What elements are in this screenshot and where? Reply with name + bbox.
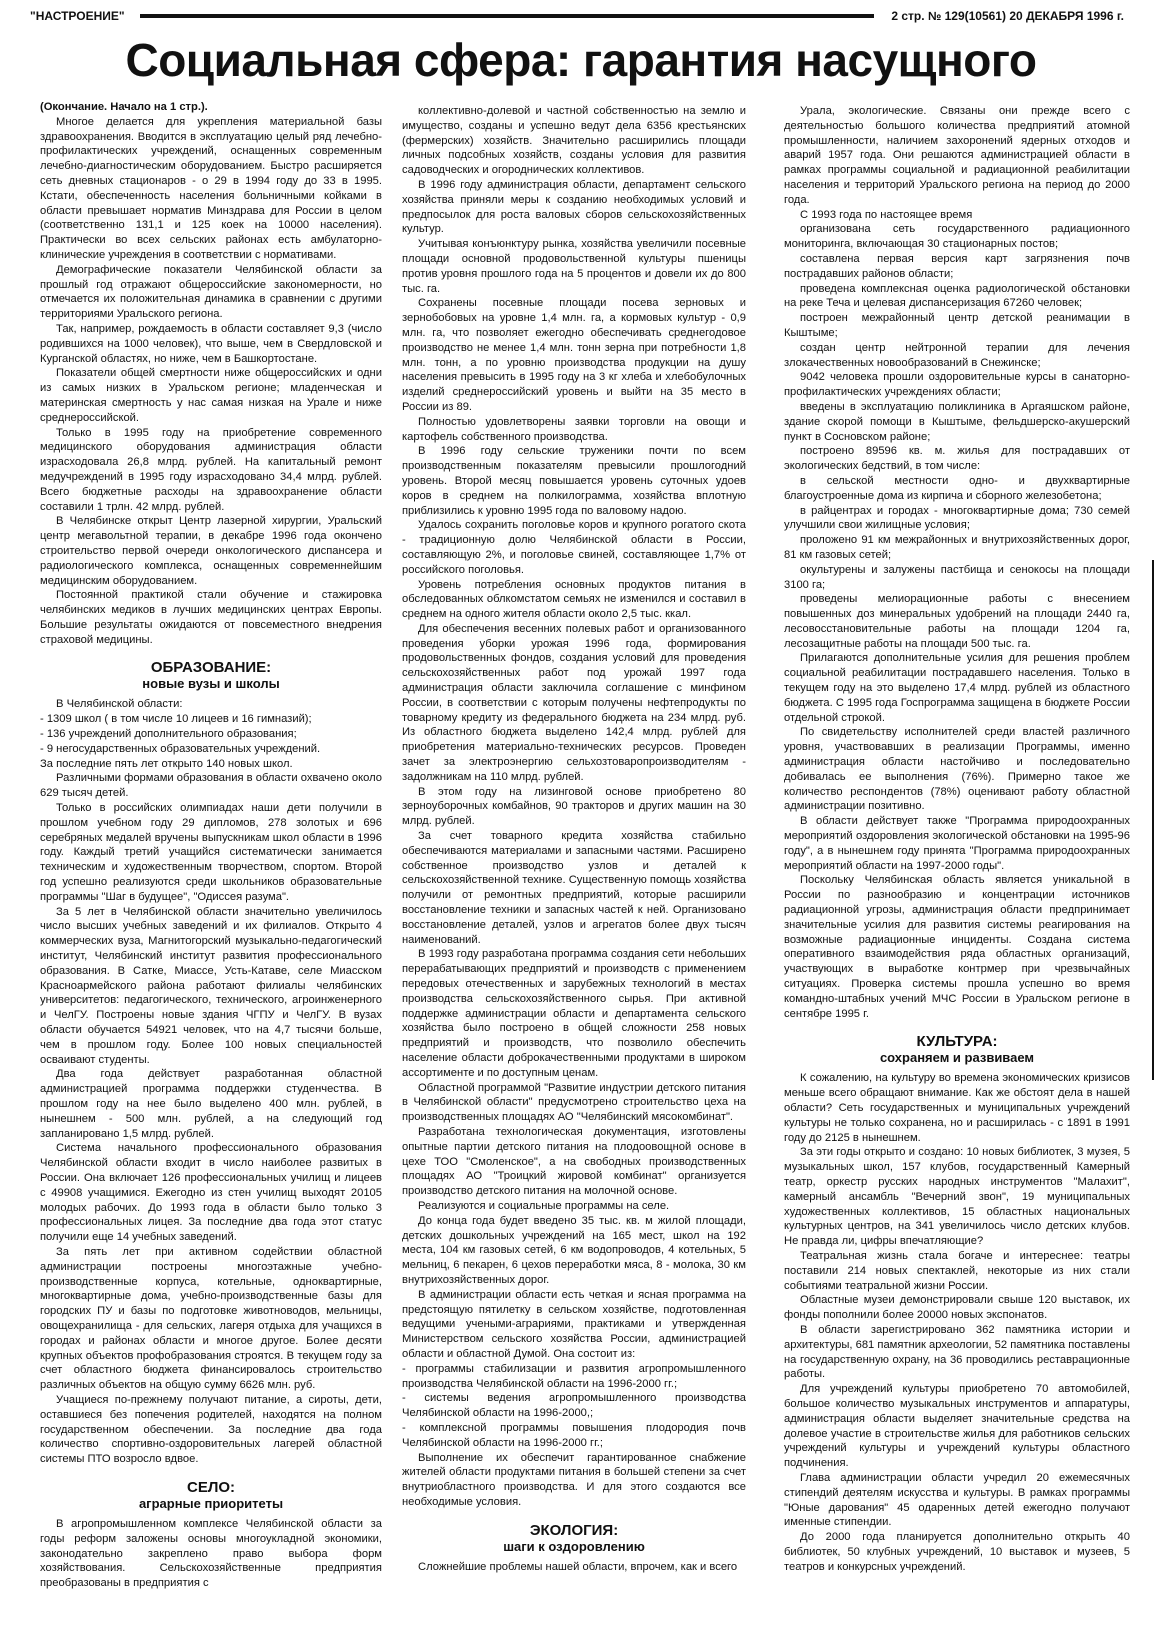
paragraph: Уровень потребления основных продуктов питания в обследованных облкомстатом семьях не изменился и составил в среднем на одного жителя области около 2,5 тыс. ккал. (402, 578, 746, 621)
paragraph: Реализуются и социальные программы на селе. (418, 1199, 670, 1212)
paragraph: Постоянной практикой стали обучение и стажировка челябинских медиков в лучших медицинских центрах Европы. Большие результаты ожидаются от повсеместного внедрения страховой медицины. (40, 589, 382, 646)
paragraph: Удалось сохранить поголовье коров и крупного рогатого скота - традиционную долю Челябинской области в России, составляющую 2%, и поголовье свиней, составляющее 1,7% от российского поголовья. (402, 519, 746, 576)
col1-paragraphs (40, 115, 382, 648)
paragraph: За эти годы открыто и создано: 10 новых библиотек, 3 музея, 5 музыкальных школ, 157 клубов, государственный Камерный театр, оркестр русских народных инструментов "Малахит", камерный ансамбль "Вечерний звон", 19 муниципальных художественных коллективов, 15 областных национальных культурных центров, на 341 увеличилось число детских клубов. Не правда ли, цифры впечатляющие? (784, 1146, 1130, 1248)
list-item: проведена комплексная оценка радиологической обстановки на реке Теча и целевая диспансеризация 67260 человек; (784, 282, 1130, 310)
paragraph: Разработана технологическая документация, изготовлены опытные партии детского питания на плодоовощной основе в цехе ТОО "Смоленское", а на свободных производственных площадях АО "Троицкий жировой комбинат" организуется производство детского питания на молочной основе. (402, 1125, 746, 1198)
paragraph: коллективно-долевой и частной собственностью на землю и имущество, созданы и успешно ведут дела 6356 крестьянских (фермерских) хозяйств. Значительно расширились площади личных подсобных хозяйств, созданы условия для развития садоводческих и огороднических коллективов. (402, 105, 746, 177)
section-title: ЭКОЛОГИЯ: (529, 1521, 619, 1539)
list-item: - комплексной программы повышения плодородия почв Челябинской области на 1996-2000 гг.; (402, 1421, 746, 1449)
paragraph: Так, например, рождаемость в области составляет 9,3 (число родившихся на 1000 человек), что выше, чем в Свердловской и Курганской областях, но ниже, чем в Башкортостане. (40, 322, 382, 365)
section-subtitle: новые вузы и школы (142, 676, 280, 692)
paragraph: За 5 лет в Челябинской области значительно увеличилось число высших учебных заведений и их филиалов. Открыто 4 коммерческих вуза, Магнитогорский музыкально-педагогический институт, Челябинский институт развития профессионального образования. В Сатке, Миассе, Усть-Катаве, селе Миасском Красноармейского района работают филиалы челябинских университетов: педагогического, технического, агроинженерного и ЧелГУ. Построены новые здания ЧГПУ и ЧелГУ. В вузах области обучается 54921 человек, что на 4,7 тысячи больше, чем в прошлом году. Более 100 новых специальностей осваивают студенты. (40, 905, 382, 1066)
list-item: - 9 негосударственных образовательных учреждений. (40, 742, 321, 755)
paragraph: За счет товарного кредита хозяйства стабильно обеспечиваются материалами и запасными частями. Расширено собственное производство узлов и деталей к сельскохозяйственной технике. Существенную помощь хозяйства получили от ремонтных предприятий, которые расширили восстановление техники и запасных частей к ней. Организовано восстановление деталей, узлов и агрегатов более двух тысяч наименований. (402, 830, 746, 946)
section-heading-ecology (402, 1522, 746, 1554)
paragraph: В агропромышленном комплексе Челябинской области за годы реформ заложены основы многоукладной экономики, законодательно закреплено право выбора форм хозяйствования. Сельскохозяйственные предприятия преобразованы в предприятия с (40, 1517, 382, 1590)
paragraph: В 1996 году администрация области, департамент сельского хозяйства приняли меры к созданию необходимых условий и предпосылок для роста валовых сборов сельскохозяйственных культур. (402, 178, 746, 236)
paragraph: За пять лет при активном содействии областной администрации построены многоэтажные учебно-производственные корпуса, котельные, одноквартирные, многоквартирные дома, учебно-производственные базы для городских ПУ и базы по подготовке животноводов, мельницы, овощехранилища - для сельских, лагеря отдыха для учащихся в городах и районах области и многое другое. Более десяти крупных объектов профобразования строятся. В текущем году за счет областного бюджета финансировалось строительство различных объектов на общую сумму 6626 млн. руб. (40, 1245, 382, 1392)
section-subtitle: аграрные приоритеты (138, 1495, 284, 1511)
section-title: ОБРАЗОВАНИЕ: (150, 659, 272, 677)
col2-paragraphs-2 (402, 1451, 746, 1510)
paragraph: Поскольку Челябинская область является уникальной в России по разнообразию и концентрации источников радиационной угрозы, администрация области предпринимает значительные усилия для развития системы реагирования на возможные радиационные инциденты. Создана система оперативного взаимодействия ряда областных организаций, участвующих в выработке контрмер при чрезвычайных ситуациях. Проверка системы прошла успешно во время командно-штабных учений МЧС России в Уральском регионе в сентябре 1995 г. (784, 874, 1130, 1020)
paragraph: Выполнение их обеспечит гарантированное снабжение жителей области продуктами питания в большей степени за счет внутриобластного производства. И для этого создаются все необходимые условия. (402, 1451, 746, 1508)
paragraph: Для обеспечения весенних полевых работ и организованного проведения уборки урожая 1996 года, формирования продовольственных фондов, создания условий для проведения сельскохозяйственных работ под урожай 1997 года администрация области заключила соглашение с минфином России, в соответствии с которым получены нефтепродукты по товарному кредиту из федерального бюджета на 234 млрд. руб. Из областного бюджета выделено 142,4 млрд. рублей для приобретения материально-технических ресурсов. Проведен зачет за электроэнергию сельхозтоваропроизводителям - задолжникам на 110 млрд. рублей. (402, 622, 746, 783)
section-subtitle: шаги к оздоровлению (503, 1538, 645, 1554)
paragraph: До 2000 года планируется дополнительно открыть 40 библиотек, 50 клубных учреждений, 10 выставок и музеев, 5 театров и конкурсных учреждений. (784, 1531, 1130, 1573)
section-heading-culture (784, 1033, 1130, 1065)
col3-paragraphs-3 (784, 1071, 1130, 1574)
paragraph: В Челябинске открыт Центр лазерной хирургии, Уральский центр мегавольтной терапии, в декабре 1996 года окончено строительство первой очереди онкологического диспансера и радиологического комплекса, оснащенных современнейшим медицинским оборудованием. (40, 515, 382, 587)
col2-paragraphs (402, 104, 746, 1362)
paragraph: Различными формами образования в области охвачено около 629 тысяч детей. (40, 772, 382, 800)
page-headline: Социальная сфера: гарантия насущного (125, 34, 1037, 86)
paragraph: Прилагаются дополнительные усилия для решения проблем социальной реабилитации пострадавшего населения. Только в текущем году на это выделено 17,4 млрд. рублей из областного бюджета. С 1995 года Госпрограмма защищена в бюджете России отдельной строкой. (784, 652, 1130, 724)
paragraph: Глава администрации области учредил 20 ежемесячных стипендий деятелям искусства и культуры. В рамках программы "Юные дарования" 45 одаренных детей ежегодно получают именные стипендии. (784, 1471, 1130, 1529)
list-item: 9042 человека прошли оздоровительные курсы в санаторно-профилактических учреждениях области; (784, 371, 1130, 399)
list-item: - программы стабилизации и развития агропромышленного производства Челябинской области на 1996-2000 гг.; (402, 1362, 746, 1390)
list-item: введены в эксплуатацию поликлиника в Аргаяшском районе, здание скорой помощи в Кыштыме, фельдшерско-акушерский пункт в Сосновском районе; (784, 400, 1130, 443)
section-title: КУЛЬТУРА: (916, 1033, 998, 1051)
section-heading-village (40, 1479, 382, 1511)
paragraph: Демографические показатели Челябинской области за прошлый год отражают общероссийские закономерности, но отмечается их положительная динамика в сравнении с другими территориями Уральского региона. (40, 263, 382, 321)
paragraph: Система начального профессионального образования Челябинской области входит в число наиболее развитых в России. Она включает 126 профессиональных училищ и лицеев с 49908 учащимися. Ежегодно из стен училищ выходят 20105 молодых рабочих. До 1993 года в области было только 3 профессиональных лицея. За последние два года этот статус получили еще 14 учебных заведений. (40, 1142, 382, 1244)
list-item: - 136 учреждений дополнительного образования; (40, 728, 297, 741)
paragraph: Два года действует разработанная областной администрацией программа поддержки студенчества. В прошлом году на нее было выделено 400 млн. рублей, в нынешнем - 500 млн. рублей, а на следующий год запланировано 1,5 млрд. рублей. (40, 1068, 382, 1140)
adjacent-page-edge (1152, 560, 1162, 1080)
paragraph: Показатели общей смертности ниже общероссийских и одни из самых низких в Уральском регионе; младенческая и материнская смертность у нас самая низкая на Урале и ниже среднероссийской. (40, 367, 382, 424)
paragraph: В этом году на лизинговой основе приобретено 80 зерноуборочных комбайнов, 90 тракторов и других машин на 30 млрд. рублей. (402, 785, 746, 828)
paragraph: В области зарегистрировано 362 памятника истории и архитектуры, 681 памятник археологии, 52 памятника поставлены на государственную охрану, на 36 проводились реставрационные работы. (784, 1323, 1130, 1381)
masthead (30, 8, 1124, 24)
paragraph: Полностью удовлетворены заявки торговли на овощи и картофель собственного производства. (402, 415, 746, 443)
paragraph: Учитывая конъюнктуру рынка, хозяйства увеличили посевные площади основной продовольственной культуры пшеницы против уровня прошлого года на 5 процентов и довели их до 800 тыс. га. (402, 238, 746, 295)
col3-paragraphs (784, 104, 1130, 222)
section-heading-education (40, 659, 382, 691)
list-item: в сельской местности одно- и двухквартирные благоустроенные дома из кирпича и сборного железобетона; (784, 474, 1130, 502)
newspaper-rubric: "НАСТРОЕНИЕ" (30, 9, 125, 23)
column-1 (40, 100, 382, 1591)
list-item: построен межрайонный центр детской реанимации в Кыштыме; (784, 312, 1130, 339)
column-3 (784, 104, 1130, 1575)
paragraph: В 1996 году сельские труженики почти по всем производственным показателям превысили прошлогодний уровень. Второй месяц повышается уровень суточных удоев коров в среднем на полкилограмма, хозяйства вплотную приблизились к уровню 1995 года по валовому надою. (402, 445, 746, 517)
paragraph: С 1993 года по настоящее время (800, 208, 973, 221)
col3-paragraphs-2 (784, 651, 1130, 1021)
list-item: - 1309 школ ( в том числе 10 лицеев и 16 гимназий); (40, 713, 312, 726)
paragraph: Только в 1995 году на приобретение современного медицинского оборудования администрация области израсходовала 26,8 млрд. рублей. На капитальный ремонт медучреждений в 1995 году израсходовано 34,4 млрд. рублей. Всего бюджетные расходы на здравоохранение области составили 1 трлн. 42 млрд. рублей. (40, 426, 382, 513)
paragraph: Учащиеся по-прежнему получают питание, а сироты, дети, оставшиеся без попечения родителей, находятся на полном государственном обеспечении. За последние два года количество спортивно-оздоровительных лагерей областной системы ПТО возросло вдвое. (40, 1393, 382, 1466)
education-list (40, 712, 382, 771)
list-intro: В Челябинской области: (56, 698, 183, 711)
paragraph: Урала, экологические. Связаны они прежде всего с деятельностью большого количества предприятий атомной промышленности, наличием захоронений ядерных отходов и аварий 1957 года. Они решаются администрацией области в рамках программы социальной и радиационной реабилитации населения и территорий Уральского региона на период до 2000 года. (784, 105, 1130, 206)
list-item: проведены мелиорационные работы с внесением повышенных доз минеральных удобрений на площади 2440 га, лесовосстановительные работы на площади 1204 га, лесозащитные работы на площади 500 тыс. га. (784, 593, 1130, 650)
paragraph: Сохранены посевные площади посева зерновых и зернобобовых на уровне 1,4 млн. га, а кормовых культур - 0,9 млн. га, что позволяет ежегодно обеспечивать среднегодовое производство не менее 1,4 млн. тонн зерна при потребности 1,8 млн. тонн, а по уровню производства продукции на душу населения превысить в 1995 году на 3 кг хлеба и хлебобулочных изделий среднероссийский уровень и выйти на 35 место в России из 89. (402, 297, 746, 413)
list-item: проложено 91 км межрайонных и внутрихозяйственных дорог, 81 км газовых сетей; (784, 534, 1130, 561)
list-item: построено 89596 кв. м. жилья для пострадавших от экологических бедствий, в том числе: (784, 445, 1130, 473)
paragraph: Только в российских олимпиадах наши дети получили в прошлом учебном году 29 дипломов, 278 золотых и 696 серебряных медалей вручены выпускникам школ области в 1996 году. Каждый третий учащийся систематически занимается техническим и художественным творчеством, спортом. Второй год успешно реализуются среди школьников образовательные программы "Шаг в будущее", "Одиссея разума". (40, 802, 382, 903)
paragraph: По свидетельству исполнителей среди властей различного уровня, участвовавших в реализации Программы, именно администрация области настойчиво и последовательно добивалась ее выполнения (76%). Примерно такое же количество респондентов (78%) оценивают работу областной администрации позитивно. (784, 726, 1130, 813)
list-item: создан центр нейтронной терапии для лечения злокачественных новообразований в Снежинске; (784, 341, 1130, 369)
paragraph: Театральная жизнь стала богаче и интереснее: театры поставили 214 новых спектаклей, некоторые из них стали событиями театральной жизни России. (784, 1249, 1130, 1292)
paragraph: Областные музеи демонстрировали свыше 120 выставок, их фонды пополнили более 20000 новых экспонатов. (784, 1294, 1130, 1322)
issue-info: 2 стр. № 129(10561) 20 ДЕКАБРЯ 1996 г. (891, 9, 1124, 23)
section-title: СЕЛО: (186, 1478, 236, 1496)
section-subtitle: сохраняем и развиваем (879, 1050, 1035, 1066)
paragraph: В 1993 году разработана программа создания сети небольших перерабатывающих предприятий и производств с применением передовых отечественных и зарубежных технологий в местах производства сельскохозяйственного сырья. При активной поддержке администрации области и департамента сельского хозяйства было построено в общей сложности 258 новых предприятий и производств, что позволило обеспечить население области доброкачественными продуктами в широком ассортименте и по доступным ценам. (402, 948, 746, 1079)
col2-paragraphs-3 (402, 1560, 746, 1575)
masthead-rule (140, 14, 874, 18)
paragraph: Для учреждений культуры приобретено 70 автомобилей, большое количество музыкальных инструментов и аппаратуры, администрация области выделяет значительные средства на долевое участие в строительстве жилья для работников сельских учреждений культуры и учреждений культуры областного подчинения. (784, 1383, 1130, 1470)
continuation-note: (Окончание. Начало на 1 стр.). (40, 101, 208, 113)
list-item: За последние пять лет открыто 140 новых школ. (40, 757, 293, 770)
list-item: в райцентрах и городах - многоквартирные дома; 730 семей улучшили свои жилищные условия; (784, 504, 1130, 532)
list-item: окультурены и залужены пастбища и сенокосы на площади 3100 га; (784, 563, 1130, 591)
column-2 (402, 104, 746, 1575)
ecology-measures-list (784, 222, 1130, 651)
program-list (402, 1362, 746, 1451)
paragraph: Многое делается для укрепления материальной базы здравоохранения. Вводится в эксплуатацию целый ряд лечебно-профилактических учреждений, оснащенных современным лечебно-диагностическим оборудованием. Быстро расширяется сеть дневных стационаров - о 29 в 1994 году до 33 в 1995. Кстати, обеспеченность населения больничными койками в области превышает норматив Минздрава для России в целом (соответственно 131,1 и 125 коек на 10000 населения). Практически во всех сельских районах есть амбулаторно-клинические учреждения в соответствии с нормативами. (40, 115, 382, 261)
paragraph: До конца года будет введено 35 тыс. кв. м жилой площади, детских дошкольных учреждений на 165 мест, школ на 192 места, 104 км газовых сетей, 6 км водопроводов, 4 котельных, 5 мельниц, 6 пекарен, 6 цехов переработки мяса, 8 - молока, 30 км внутрихозяйственных дорог. (402, 1214, 746, 1286)
col1-paragraphs-2 (40, 771, 382, 1466)
col1-paragraphs-3 (40, 1517, 382, 1591)
paragraph: В администрации области есть четкая и ясная программа на предстоящую пятилетку в сельском хозяйстве, подготовленная ведущими учеными-аграриями, практиками и утвержденная Министерством сельского хозяйства России, администрацией области и областной Думой. Она состоит из: (402, 1288, 746, 1360)
list-item: - системы ведения агропромышленного производства Челябинской области на 1996-2000,; (402, 1392, 746, 1420)
paragraph: Сложнейшие проблемы нашей области, впрочем, как и всего (418, 1560, 738, 1573)
paragraph: Областной программой "Развитие индустрии детского питания в Челябинской области" предусмотрено строительство цеха на производственных площадях АО "Челябинский мясокомбинат". (402, 1081, 746, 1124)
list-item: составлена первая версия карт загрязнения почв пострадавших районов области; (784, 252, 1130, 280)
paragraph: В области действует также "Программа природоохранных мероприятий оздоровления экологической обстановки на 1995-96 году", а в нынешнем году принята "Программа природоохранных мероприятий области на 1997-2000 годы". (784, 815, 1130, 872)
paragraph: К сожалению, на культуру во времена экономических кризисов меньше всего обращают внимание. Как же обстоят дела в нашей области? Сеть государственных и муниципальных учреждений культуры не только сохранена, но и расширилась - с 1891 в 1991 году до 2125 в нынешнем. (784, 1072, 1130, 1144)
list-item: организована сеть государственного радиационного мониторинга, включающая 30 стационарных постов; (784, 223, 1130, 251)
